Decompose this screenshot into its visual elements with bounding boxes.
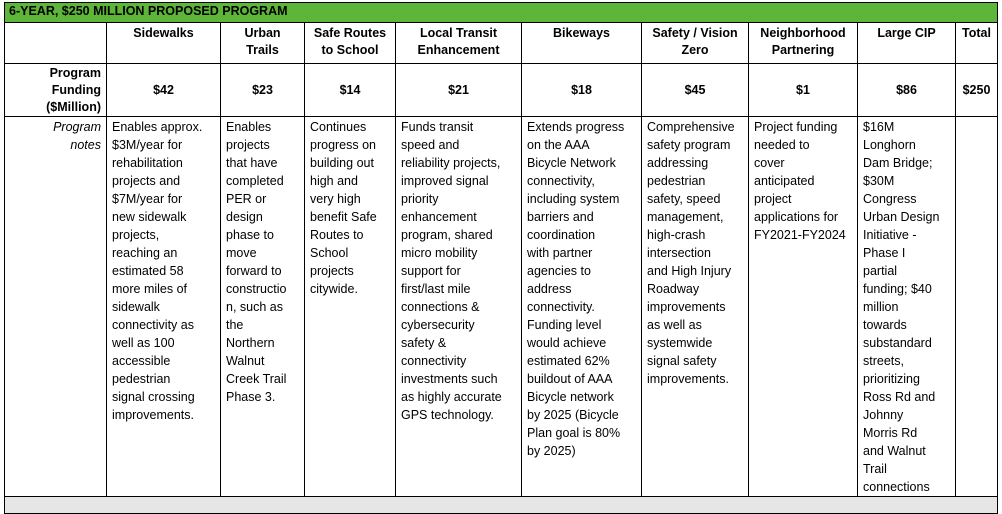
column-header: Large CIP <box>858 23 956 64</box>
funding-cell: $14 <box>305 64 396 117</box>
funding-cell: $18 <box>522 64 642 117</box>
column-header: Safe Routes to School <box>305 23 396 64</box>
column-header: Urban Trails <box>221 23 305 64</box>
notes-cell: Extends progress on the AAA Bicycle Network connectivity, including system barriers and coordination with partner agencies to address connectivity. Funding level would achieve estimated 62% buildout of AAA Bicycle network by 2025 (Bicycle Plan goal is 80% by 2025) <box>522 117 642 497</box>
notes-cell: Comprehensive safety program addressing pedestrian safety, speed management, high-crash intersection and High Injury Roadway improvements as well as systemwide signal safety improvements. <box>642 117 749 497</box>
header-blank <box>5 23 107 64</box>
column-header: Local Transit Enhancement <box>396 23 522 64</box>
notes-cell: Project funding needed to cover anticipated project applications for FY2021-FY2024 <box>749 117 858 497</box>
funding-cell: $86 <box>858 64 956 117</box>
notes-cell: $16M Longhorn Dam Bridge; $30M Congress Urban Design Initiative - Phase I partial funding; $40 million towards substandard streets, prioritizing Ross Rd and Johnny Morris Rd and Walnut Trail connections <box>858 117 956 497</box>
column-header: Bikeways <box>522 23 642 64</box>
footer-row <box>5 497 998 514</box>
notes-cell: Enables projects that have completed PER or design phase to move forward to constructio n, such as the Northern Walnut Creek Trail Phase 3. <box>221 117 305 497</box>
column-header: Safety / Vision Zero <box>642 23 749 64</box>
column-header: Sidewalks <box>107 23 221 64</box>
notes-cell: Continues progress on building out high and very high benefit Safe Routes to School projects citywide. <box>305 117 396 497</box>
program-table <box>4 2 998 514</box>
column-header: Neighborhood Partnering <box>749 23 858 64</box>
funding-cell: $23 <box>221 64 305 117</box>
funding-cell: $21 <box>396 64 522 117</box>
column-header: Total <box>956 23 998 64</box>
funding-cell: $42 <box>107 64 221 117</box>
notes-cell: Enables approx. $3M/year for rehabilitation projects and $7M/year for new sidewalk projects, reaching an estimated 58 more miles of sidewalk connectivity as well as 100 accessible pedestrian signal crossing improvements. <box>107 117 221 497</box>
funding-label: Program Funding ($Million) <box>5 64 107 117</box>
notes-label: Program notes <box>5 117 107 497</box>
funding-cell: $45 <box>642 64 749 117</box>
funding-cell: $1 <box>749 64 858 117</box>
table-title: 6-YEAR, $250 MILLION PROPOSED PROGRAM <box>5 3 998 23</box>
funding-cell: $250 <box>956 64 998 117</box>
notes-cell: Funds transit speed and reliability projects, improved signal priority enhancement program, shared micro mobility support for first/last mile connections & cybersecurity safety & connectivity investments such as highly accurate GPS technology. <box>396 117 522 497</box>
notes-cell <box>956 117 998 497</box>
